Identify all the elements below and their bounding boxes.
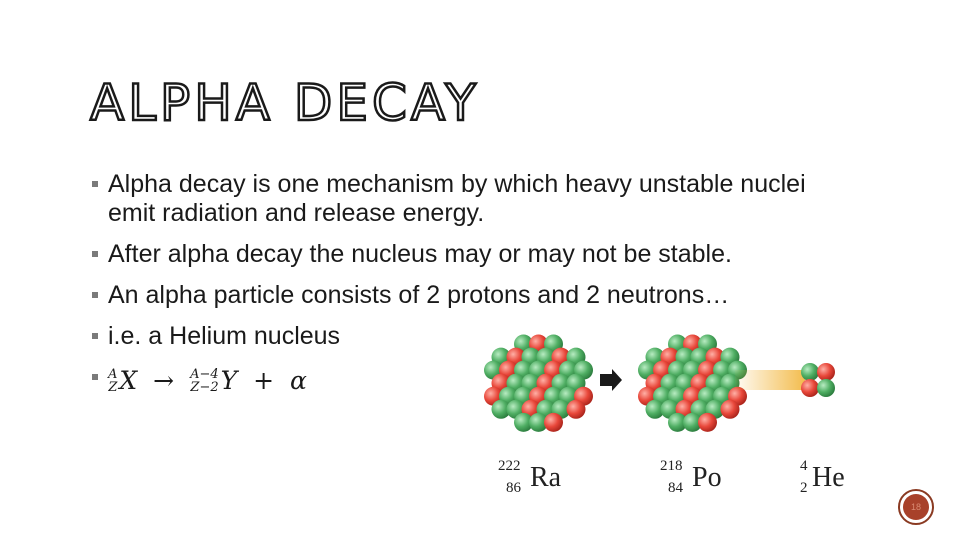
alpha-particle-icon bbox=[801, 363, 835, 397]
bullet-text: Alpha decay is one mechanism by which heavy unstable nuclei emit radiation and release energy. bbox=[108, 170, 806, 227]
parent-nuclide-indices bbox=[108, 368, 117, 394]
bullet-marker-icon bbox=[92, 251, 98, 257]
mass-number: 4 bbox=[800, 458, 808, 474]
bullet-text: i.e. a Helium nucleus bbox=[108, 322, 341, 350]
reaction-arrow: → bbox=[153, 365, 175, 395]
bullet-item bbox=[90, 281, 850, 310]
bullet-item bbox=[90, 240, 850, 269]
nucleon bbox=[544, 413, 563, 432]
parent-mass-number: A bbox=[108, 366, 118, 382]
mass-number: 218 bbox=[660, 458, 683, 474]
nucleon bbox=[698, 413, 717, 432]
nucleon bbox=[567, 400, 586, 419]
daughter-atomic-number: Z−2 bbox=[190, 379, 219, 395]
decay-arrow-icon bbox=[600, 369, 622, 391]
bullet-item bbox=[90, 170, 850, 228]
atomic-number: 84 bbox=[668, 480, 683, 496]
alpha-decay-diagram bbox=[480, 320, 880, 520]
bullet-text: An alpha particle consists of 2 protons and 2 neutrons… bbox=[108, 281, 730, 309]
decay-illustration bbox=[480, 320, 880, 450]
polonium-nucleus-icon bbox=[638, 335, 747, 432]
element-symbol: Po bbox=[692, 462, 722, 493]
parent-symbol: X bbox=[119, 365, 138, 395]
mass-number: 222 bbox=[498, 458, 521, 474]
nucleon bbox=[721, 400, 740, 419]
atomic-number: 86 bbox=[506, 480, 521, 496]
daughter-nuclide-indices bbox=[190, 368, 219, 394]
bullet-marker-icon bbox=[92, 181, 98, 187]
bullet-marker-icon bbox=[92, 374, 98, 380]
slide-title: ALPHA DECAY bbox=[90, 74, 480, 132]
radium-nucleus-icon bbox=[484, 335, 593, 432]
element-symbol: Ra bbox=[530, 462, 562, 493]
slide-number-badge bbox=[898, 489, 934, 525]
alpha-symbol: α bbox=[290, 365, 307, 395]
atomic-number: 2 bbox=[800, 480, 808, 496]
parent-atomic-number: Z bbox=[108, 379, 118, 395]
daughter-symbol: Y bbox=[220, 365, 238, 395]
plus-sign: + bbox=[253, 365, 275, 395]
bullet-text: After alpha decay the nucleus may or may not be stable. bbox=[108, 240, 732, 268]
bullet-marker-icon bbox=[92, 333, 98, 339]
bullet-marker-icon bbox=[92, 292, 98, 298]
daughter-mass-number: A−4 bbox=[190, 366, 219, 382]
slide-number: 18 bbox=[903, 494, 929, 520]
emission-beam bbox=[735, 370, 805, 390]
element-symbol: He bbox=[812, 462, 845, 493]
